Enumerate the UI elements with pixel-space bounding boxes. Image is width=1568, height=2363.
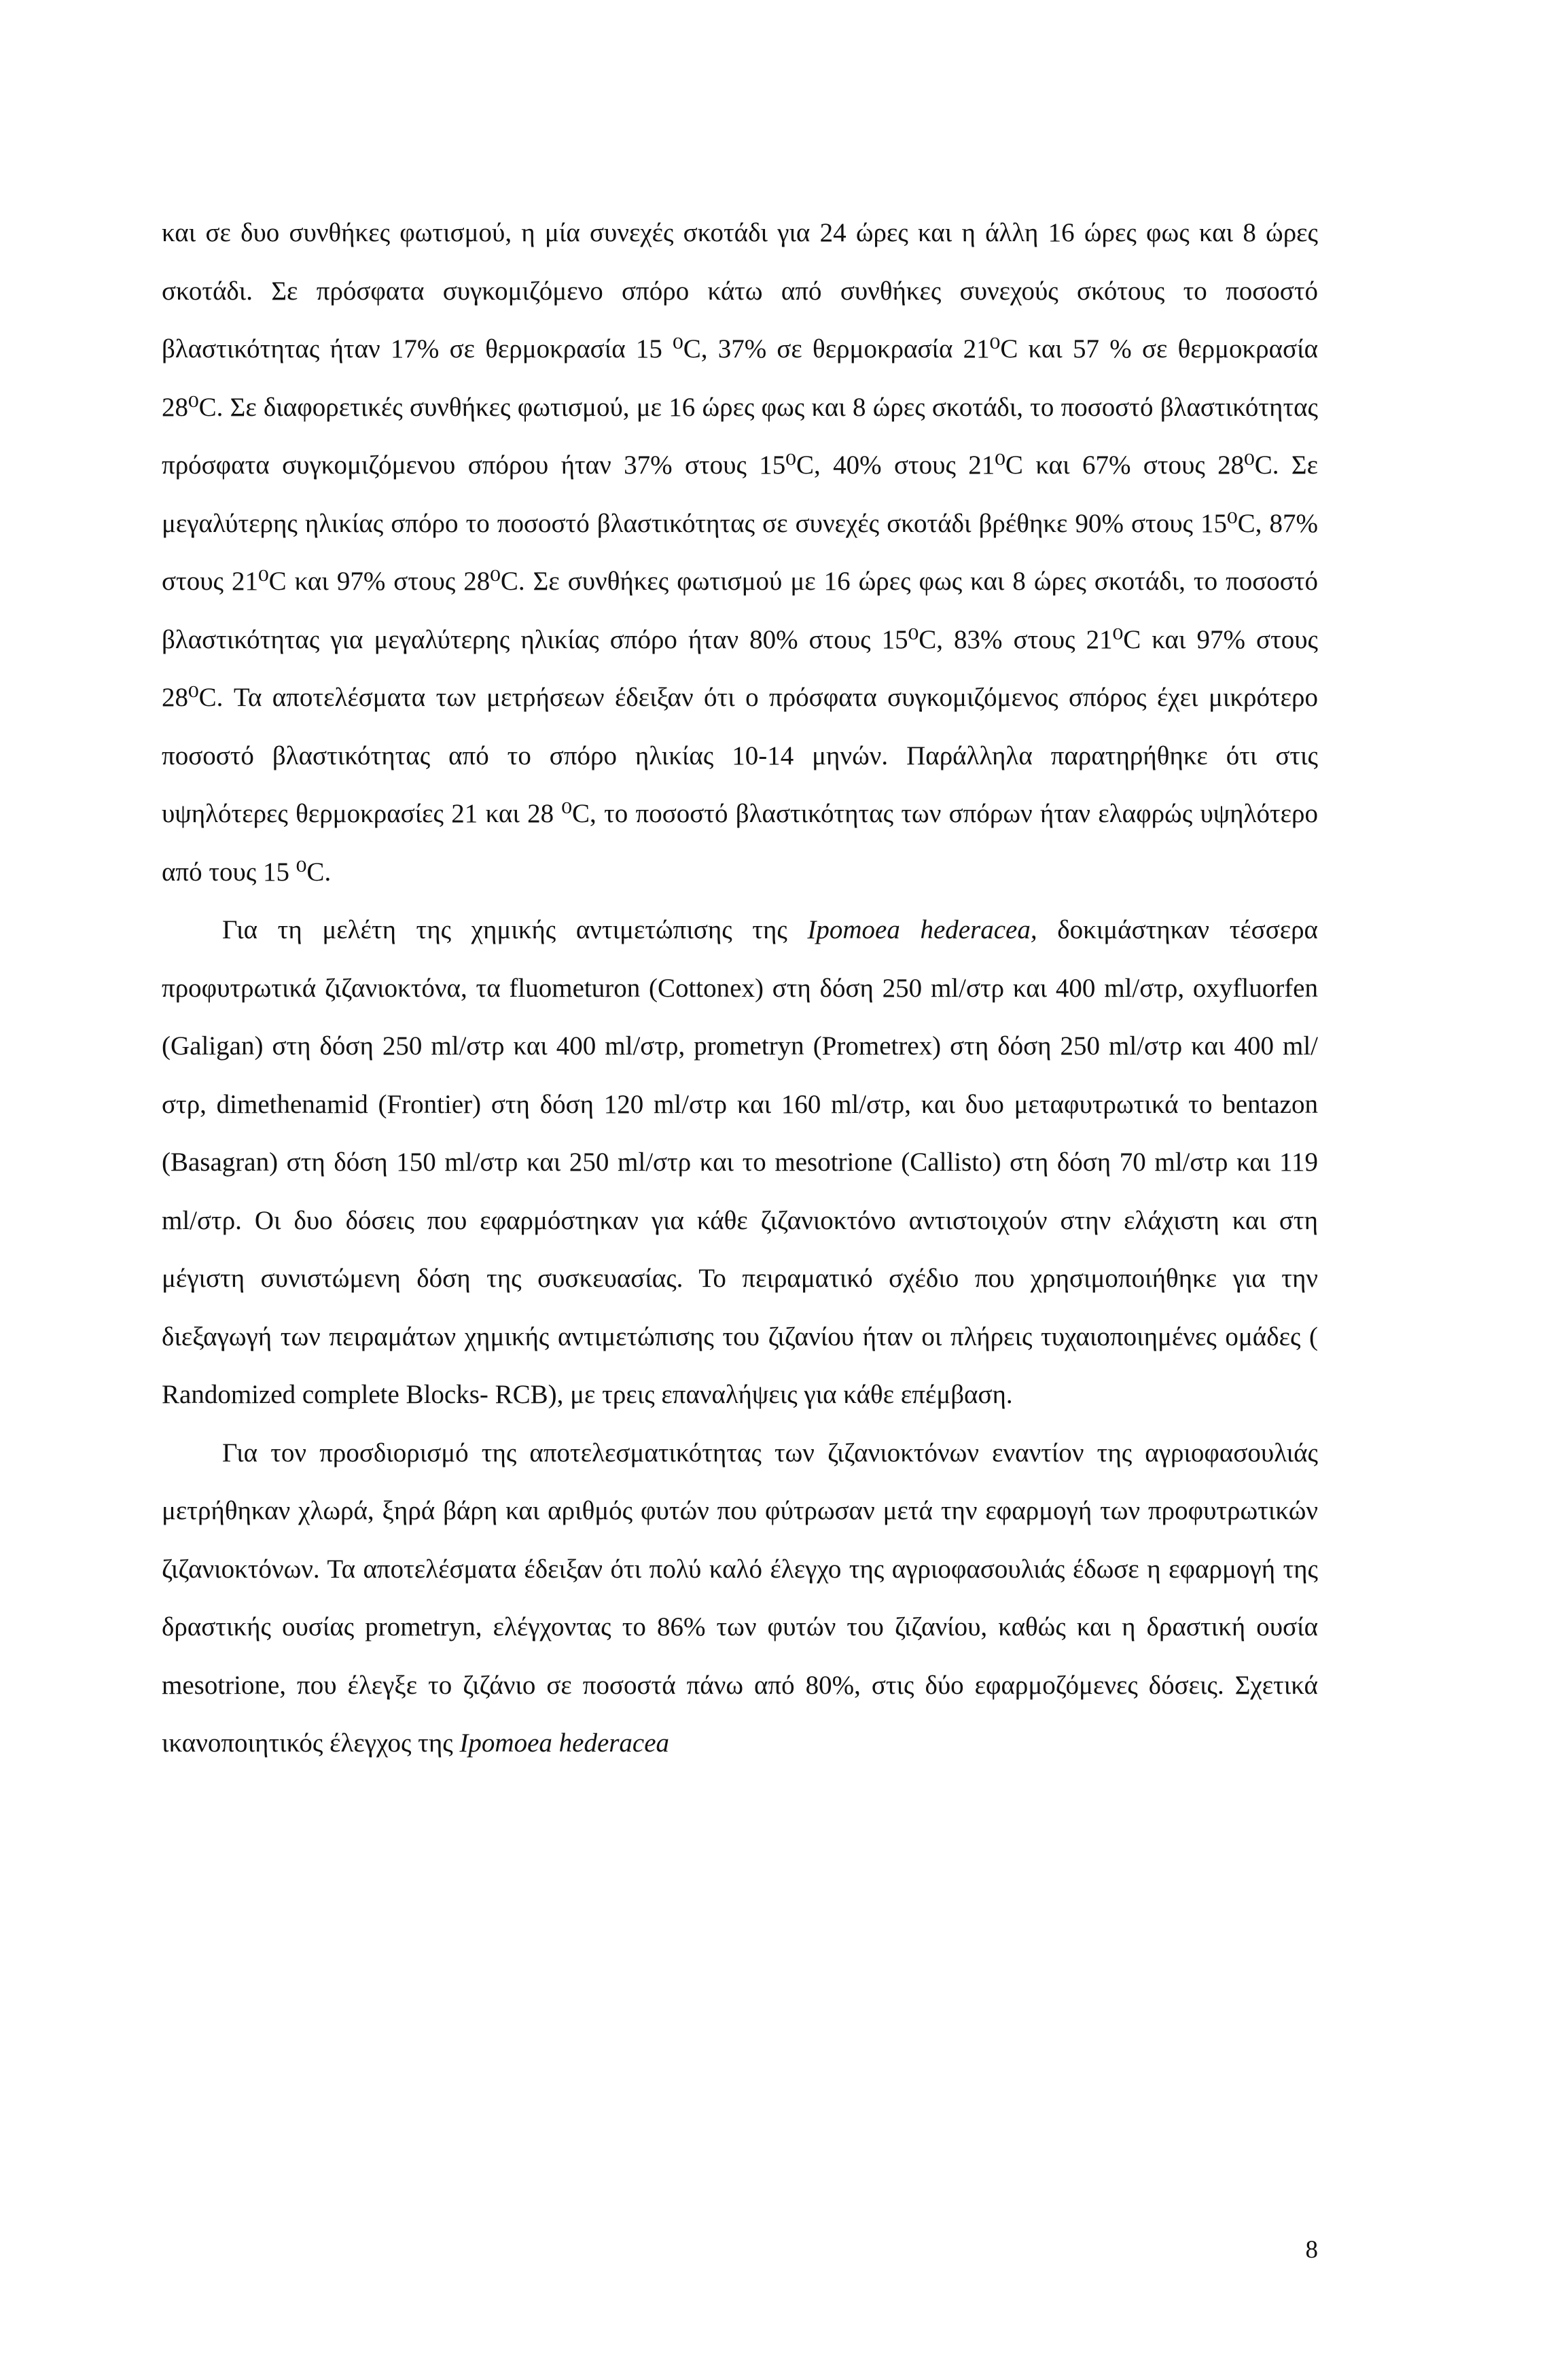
paragraph-herbicide-efficacy-text: Για τον προσδιορισμό της αποτελεσματικότητας των ζιζανιοκτόνων εναντίον της αγριοφασουλιάς μετρήθηκαν χλωρά, ξηρά βάρη και αριθμός φυτών που φύτρωσαν μετά την εφαρμογή των προφυτρωτικών ζιζανιοκτόνων. Τα αποτελέσματα έδειξαν ότι πολύ καλό έλεγχο της αγριοφασουλιάς έδωσε η εφαρμογή της δραστικής ουσίας prometryn, ελέγχοντας το 86% των φυτών του ζιζανίου, καθώς και η δραστική ουσία mesotrione, που έλεγξε το ζιζάνιο σε ποσοστά πάνω από 80%, στις δύο εφαρμοζόμενες δόσεις. Σχετικά ικανοποιητικός έλεγχος της xyxy=(162,1438,1318,1758)
species-name: Ipomoea hederacea, xyxy=(807,915,1037,944)
species-name: Ipomoea hederacea xyxy=(459,1728,670,1758)
paragraph-chemical-control-text-1: Για τη μελέτη της χημικής αντιμετώπισης της xyxy=(222,915,808,944)
page-number: 8 xyxy=(1305,2236,1318,2264)
paragraph-herbicide-efficacy xyxy=(162,1424,1318,1773)
paragraph-chemical-control xyxy=(162,901,1318,1424)
paragraph-chemical-control-text-2: δοκιμάστηκαν τέσσερα προφυτρωτικά ζιζανιοκτόνα, τα fluometuron (Cottonex) στη δόση 250 ml/στρ και 400 ml/στρ, oxyfluorfen (Galigan) στη δόση 250 ml/στρ και 400 ml/στρ, prometryn (Prometrex) στη δόση 250 ml/στρ και 400 ml/στρ, dimethenamid (Frontier) στη δόση 120 ml/στρ και 160 ml/στρ, και δυο μεταφυτρωτικά το bentazon (Basagran) στη δόση 150 ml/στρ και 250 ml/στρ και το mesotrione (Callisto) στη δόση 70 ml/στρ και 119 ml/στρ. Οι δυο δόσεις που εφαρμόστηκαν για κάθε ζιζανιοκτόνο αντιστοιχούν στην ελάχιστη και στη μέγιστη συνιστώμενη δόση της συσκευασίας. Το πειραματικό σχέδιο που χρησιμοποιήθηκε για την διεξαγωγή των πειραμάτων χημικής αντιμετώπισης του ζιζανίου ήταν οι πλήρεις τυχαιοποιημένες ομάδες ( Randomized complete Blocks- RCB), με τρεις επαναλήψεις για κάθε επέμβαση. xyxy=(162,915,1318,1409)
paragraph-germination-results: και σε δυο συνθήκες φωτισμού, η μία συνεχές σκοτάδι για 24 ώρες και η άλλη 16 ώρες φως και 8 ώρες σκοτάδι. Σε πρόσφατα συγκομιζόμενο σπόρο κάτω από συνθήκες συνεχούς σκότους το ποσοστό βλαστικότητας ήταν 17% σε θερμοκρασία 15 ⁰C, 37% σε θερμοκρασία 21⁰C και 57 % σε θερμοκρασία 28⁰C. Σε διαφορετικές συνθήκες φωτισμού, με 16 ώρες φως και 8 ώρες σκοτάδι, το ποσοστό βλαστικότητας πρόσφατα συγκομιζόμενου σπόρου ήταν 37% στους 15⁰C, 40% στους 21⁰C και 67% στους 28⁰C. Σε μεγαλύτερης ηλικίας σπόρο το ποσοστό βλαστικότητας σε συνεχές σκοτάδι βρέθηκε 90% στους 15⁰C, 87% στους 21⁰C και 97% στους 28⁰C. Σε συνθήκες φωτισμού με 16 ώρες φως και 8 ώρες σκοτάδι, το ποσοστό βλαστικότητας για μεγαλύτερης ηλικίας σπόρο ήταν 80% στους 15⁰C, 83% στους 21⁰C και 97% στους 28⁰C. Τα αποτελέσματα των μετρήσεων έδειξαν ότι ο πρόσφατα συγκομιζόμενος σπόρος έχει μικρότερο ποσοστό βλαστικότητας από το σπόρο ηλικίας 10-14 μηνών. Παράλληλα παρατηρήθηκε ότι στις υψηλότερες θερμοκρασίες 21 και 28 ⁰C, το ποσοστό βλαστικότητας των σπόρων ήταν ελαφρώς υψηλότερο από τους 15 ⁰C. xyxy=(162,218,1318,887)
document-page xyxy=(162,204,1318,1773)
